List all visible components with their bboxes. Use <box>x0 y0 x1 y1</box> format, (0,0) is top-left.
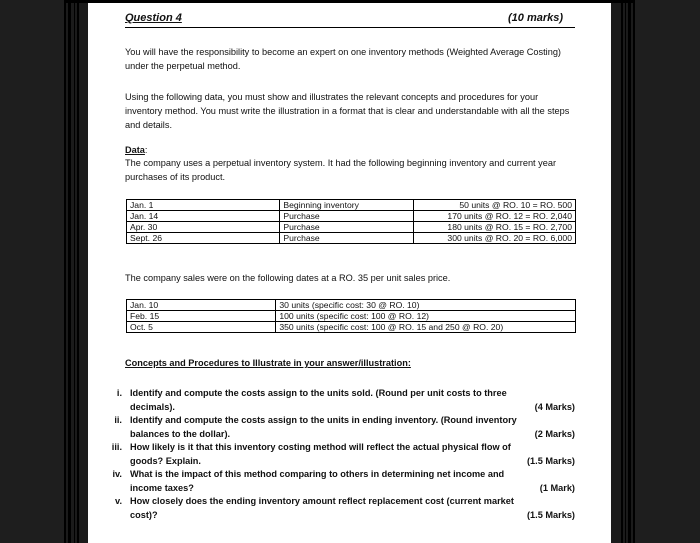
question-item <box>100 387 575 414</box>
question-number: iv. <box>112 469 122 479</box>
table-row <box>127 211 576 222</box>
sale-detail: 100 units (specific cost: 100 @ RO. 12) <box>276 311 576 322</box>
sale-date: Feb. 15 <box>127 311 276 322</box>
question-text: How likely is it that this inventory costing method will reflect the actual physical flow of <box>130 442 511 452</box>
question-text: Identify and compute the costs assign to the units sold. (Round per unit costs to three <box>130 388 507 398</box>
question-marks: (2 Marks) <box>534 428 575 439</box>
right-border-line <box>628 0 631 543</box>
purchase-detail: 170 units @ RO. 12 = RO. 2,040 <box>414 211 576 222</box>
sale-date: Jan. 10 <box>127 300 276 311</box>
purchase-type: Purchase <box>280 222 414 233</box>
question-item <box>100 441 575 468</box>
purchase-date: Jan. 1 <box>127 200 280 211</box>
question-marks: (4 Marks) <box>534 401 575 412</box>
right-border-line <box>633 0 635 543</box>
table-row <box>127 300 576 311</box>
concepts-heading: Concepts and Procedures to Illustrate in your answer/illustration: <box>125 358 411 368</box>
intro-paragraph-2: Using the following data, you must show and illustrates the relevant concepts and procedures for your inventory method. You must write the illustration in a format that is clear and understandable with all the steps and details. <box>125 92 570 130</box>
sale-detail: 350 units (specific cost: 100 @ RO. 15 and 250 @ RO. 20) <box>276 322 576 333</box>
intro-paragraph-1: You will have the responsibility to become an expert on one inventory methods (Weighted Average Costing) under the perpetual method. <box>125 47 561 71</box>
question-marks: (10 marks) <box>508 12 564 24</box>
question-number: ii. <box>114 415 122 425</box>
question-number: iii. <box>111 442 122 452</box>
purchase-date: Jan. 14 <box>127 211 280 222</box>
question-item <box>100 468 575 495</box>
question-text: Identify and compute the costs assign to the units in ending inventory. (Round inventory <box>130 415 517 425</box>
right-margin <box>635 0 700 543</box>
sales-paragraph: The company sales were on the following dates at a RO. 35 per unit sales price. <box>125 273 451 283</box>
purchase-type: Purchase <box>280 211 414 222</box>
question-text-continued: goods? Explain. <box>130 455 201 466</box>
document-page <box>88 3 611 543</box>
question-text: What is the impact of this method comparing to others in determining net income and <box>130 469 505 479</box>
sale-detail: 30 units (specific cost: 30 @ RO. 10) <box>276 300 576 311</box>
purchase-detail: 180 units @ RO. 15 = RO. 2,700 <box>414 222 576 233</box>
question-marks: (1.5 Marks) <box>526 455 575 466</box>
question-text-continued: decimals). <box>130 401 175 412</box>
purchase-detail: 300 units @ RO. 20 = RO. 6,000 <box>414 233 576 244</box>
question-marks: (1 Mark) <box>539 482 575 493</box>
table-row <box>127 311 576 322</box>
question-text-continued: income taxes? <box>130 482 194 493</box>
left-border-line <box>64 0 66 543</box>
question-title: Question 4 <box>125 12 182 24</box>
question-text-continued: balances to the dollar). <box>130 428 231 439</box>
sale-date: Oct. 5 <box>127 322 276 333</box>
question-number: i. <box>116 388 122 398</box>
purchase-date: Apr. 30 <box>127 222 280 233</box>
left-margin <box>0 0 64 543</box>
question-number: v. <box>115 496 122 506</box>
table-row <box>127 200 576 211</box>
table-row <box>127 233 576 244</box>
purchase-detail: 50 units @ RO. 10 = RO. 500 <box>414 200 576 211</box>
data-heading-label: Data <box>125 145 145 155</box>
table-row <box>127 322 576 333</box>
table-row <box>127 222 576 233</box>
question-item <box>100 414 575 441</box>
left-border-line <box>74 0 75 543</box>
question-text: How closely does the ending inventory amount reflect replacement cost (current market <box>130 496 514 506</box>
data-heading <box>125 144 147 156</box>
purchase-type: Purchase <box>280 233 414 244</box>
purchases-table <box>126 199 576 244</box>
right-border-line <box>625 0 626 543</box>
question-item <box>100 495 575 522</box>
sales-table <box>126 299 576 333</box>
title-rule <box>125 27 575 28</box>
data-paragraph: The company uses a perpetual inventory system. It had the following beginning inventory and current year purchases of its product. <box>125 158 557 182</box>
purchase-type: Beginning inventory <box>280 200 414 211</box>
purchase-date: Sept. 26 <box>127 233 280 244</box>
left-border-line <box>77 0 79 543</box>
left-border-line <box>68 0 71 543</box>
question-marks: (1.5 Marks) <box>526 509 575 520</box>
data-heading-colon: : <box>144 145 148 155</box>
right-border-line <box>621 0 623 543</box>
question-text-continued: cost)? <box>130 509 158 520</box>
